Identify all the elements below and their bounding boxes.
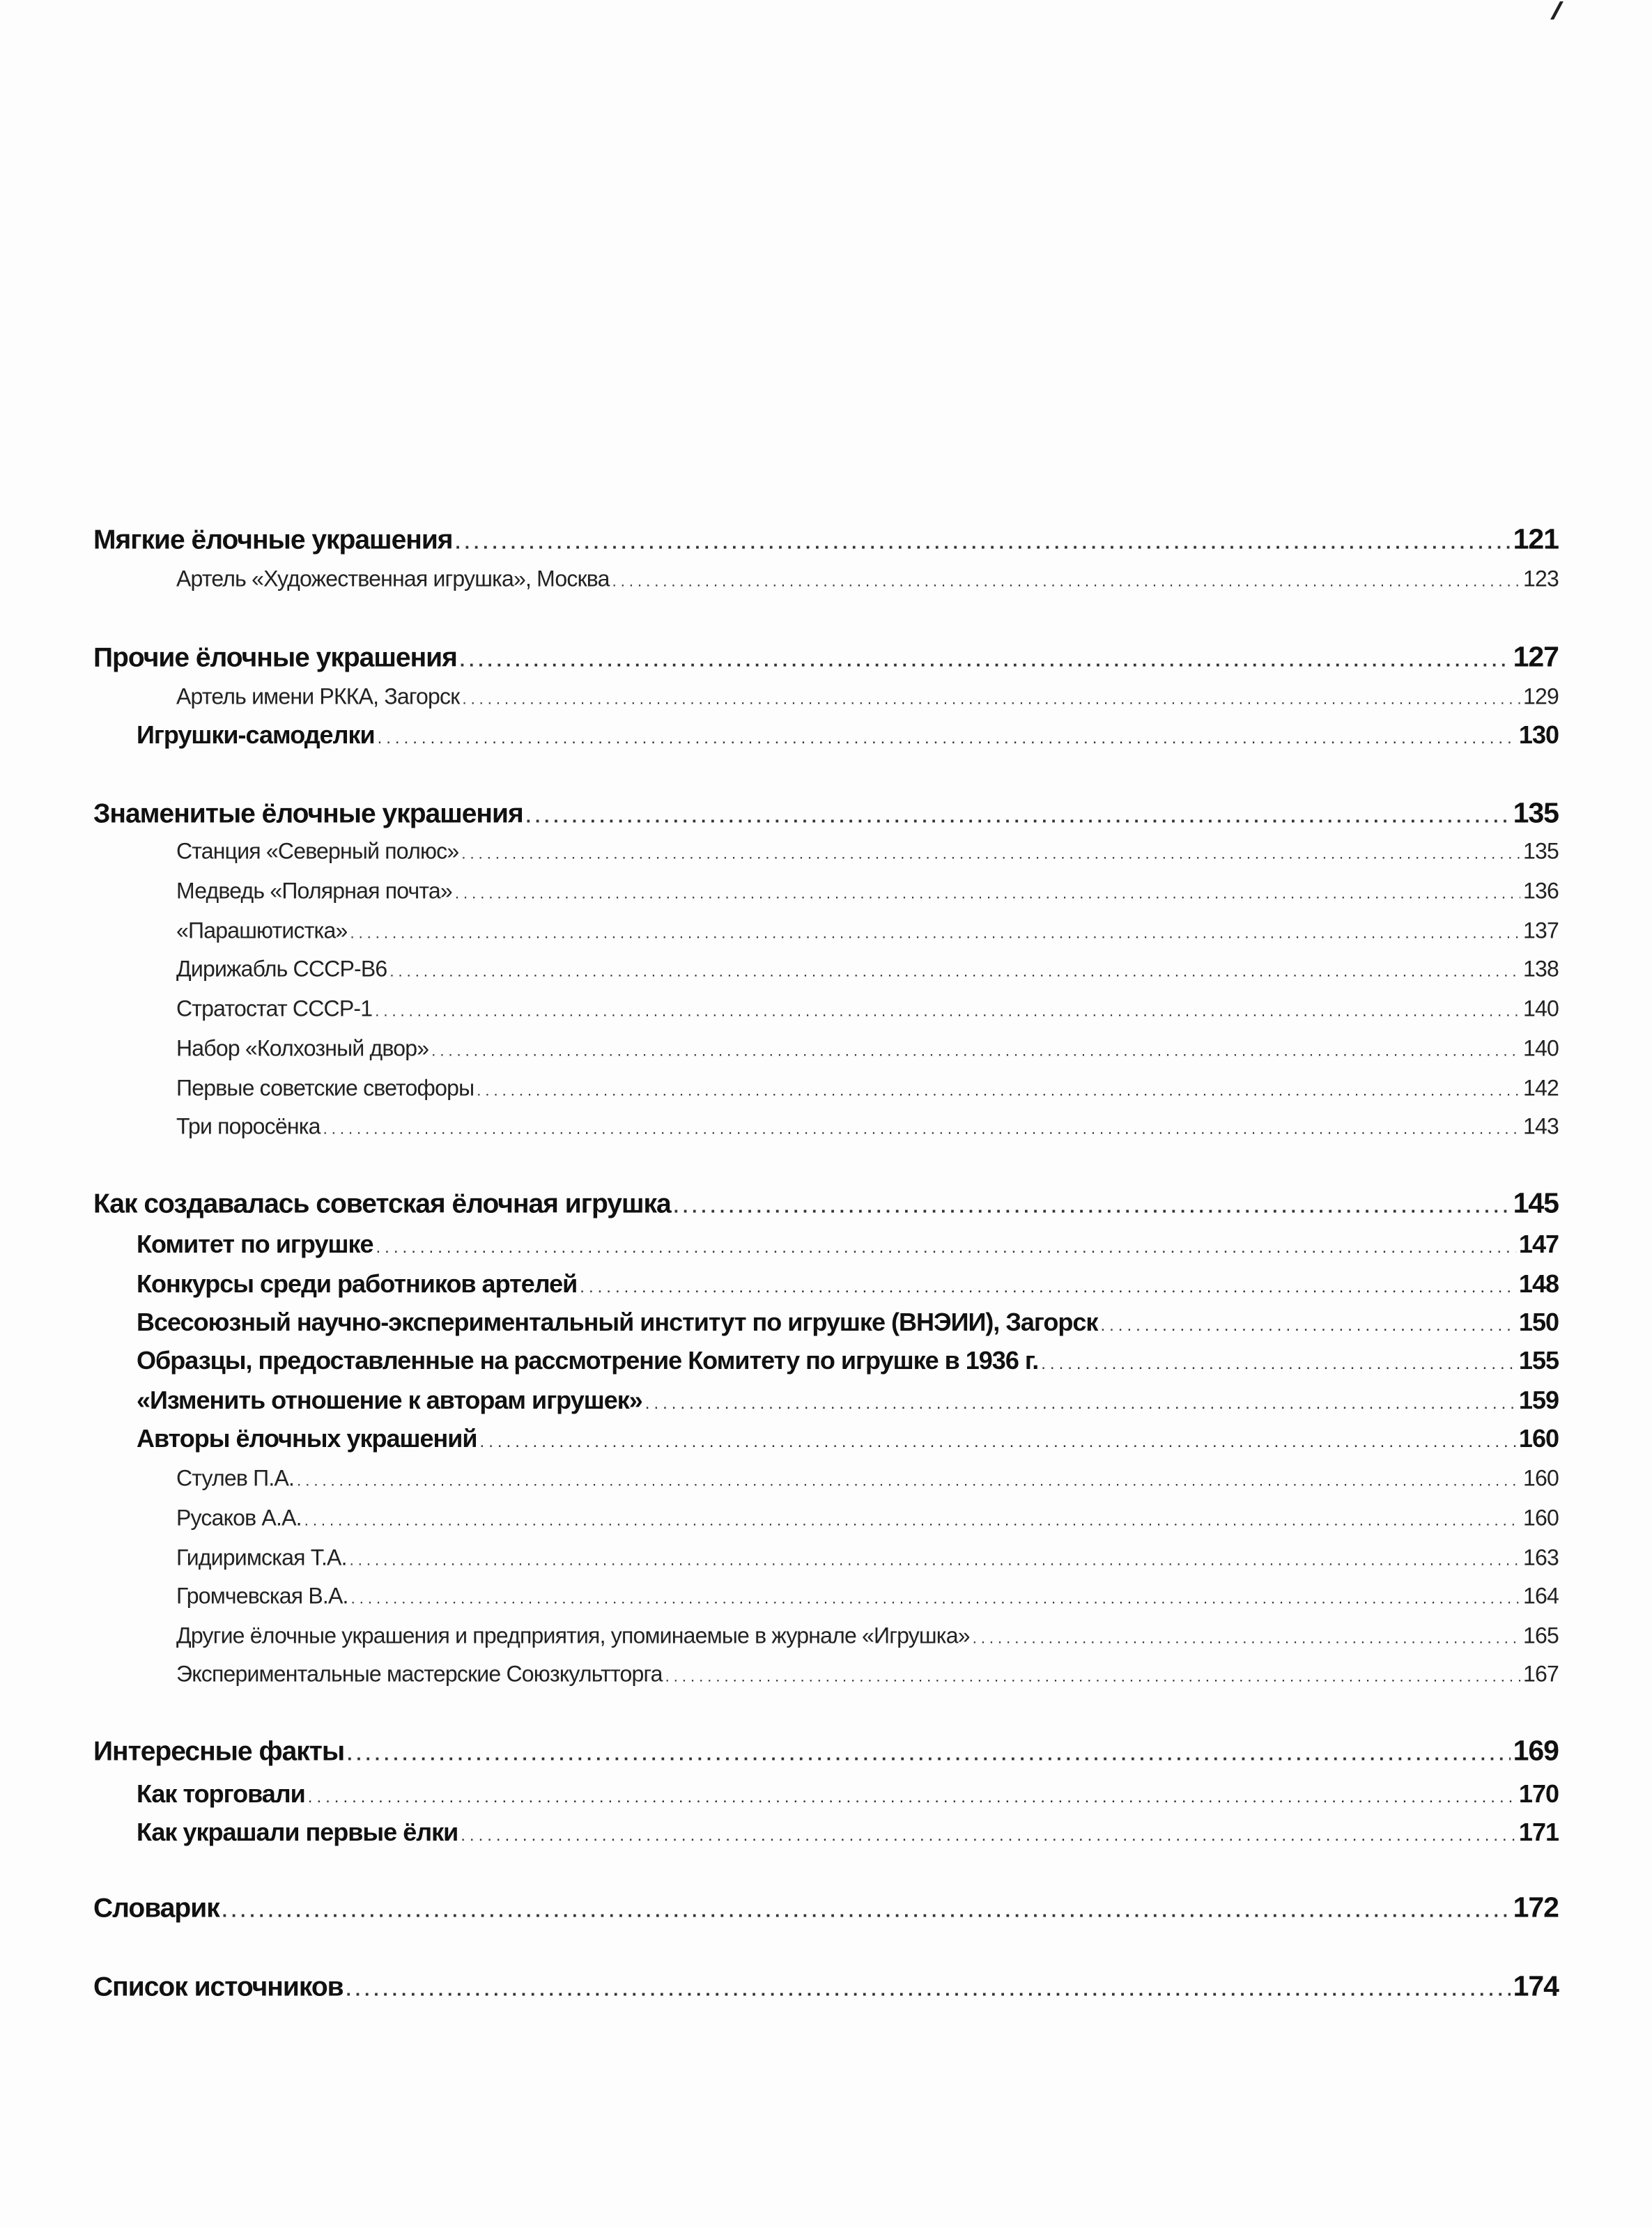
toc-entry: [93, 1187, 1559, 1220]
toc-entry: [176, 1545, 1559, 1571]
toc-entry: [176, 566, 1559, 592]
dot-leader: [351, 1590, 1520, 1608]
dot-leader: [612, 573, 1520, 591]
dot-leader: [389, 963, 1520, 981]
toc-entry-title: Как торговали: [137, 1779, 305, 1808]
toc-entry-title: Экспериментальные мастерские Союзкультторга: [176, 1661, 663, 1687]
toc-entry: [93, 523, 1559, 556]
toc-entry-page: 135: [1523, 838, 1559, 864]
toc-entry: [137, 1779, 1559, 1809]
toc-entry-title: Медведь «Полярная почта»: [176, 878, 452, 904]
toc-entry-page: 155: [1518, 1346, 1559, 1375]
toc-entry-page: 142: [1523, 1075, 1559, 1101]
toc-entry: [176, 684, 1559, 710]
toc-entry-title: Образцы, предоставленные на рассмотрение Комитету по игрушке в 1936 г.: [137, 1346, 1039, 1375]
dot-leader: [526, 806, 1511, 828]
toc-entry-title: Мягкие ёлочные украшения: [93, 525, 453, 555]
toc-entry-title: Станция «Северный полюс»: [176, 838, 459, 864]
toc-entry-page: 165: [1523, 1623, 1559, 1648]
toc-entry: [176, 1662, 1559, 1687]
toc-entry: [137, 1308, 1559, 1337]
dot-leader: [297, 1472, 1520, 1490]
toc-entry: [137, 1386, 1559, 1415]
dot-leader: [456, 532, 1511, 554]
dot-leader: [304, 1512, 1520, 1530]
toc-entry-title: «Парашютистка»: [176, 918, 348, 943]
toc-entry-title: Всесоюзный научно-экспериментальный институт по игрушке (ВНЭИИ), Загорск: [137, 1308, 1098, 1336]
toc-entry-page: 160: [1518, 1424, 1559, 1453]
toc-entry-page: 160: [1523, 1505, 1559, 1531]
toc-entry-page: 143: [1523, 1113, 1559, 1139]
dot-leader: [347, 1744, 1510, 1765]
dot-leader: [222, 1901, 1511, 1922]
page-corner-mark: [1550, 1, 1564, 20]
toc-entry: [176, 1506, 1559, 1531]
toc-entry-title: Артель «Художественная игрушка», Москва: [176, 566, 610, 591]
toc-entry-page: 159: [1518, 1386, 1559, 1414]
toc-entry-page: 171: [1518, 1818, 1559, 1846]
toc-entry-page: 135: [1513, 796, 1559, 829]
toc-entry: [176, 996, 1559, 1022]
dot-leader: [375, 1003, 1520, 1021]
toc-entry-title: Как украшали первые ёлки: [137, 1818, 458, 1846]
toc-entry-page: 174: [1513, 1970, 1559, 2002]
toc-entry-title: Список источников: [93, 1972, 343, 2002]
dot-leader: [461, 845, 1520, 863]
dot-leader: [477, 1082, 1520, 1100]
dot-leader: [1100, 1316, 1515, 1336]
toc-entry-title: Другие ёлочные украшения и предприятия, упоминаемые в журнале «Игрушка»: [176, 1623, 970, 1648]
toc-entry: [176, 839, 1559, 865]
toc-entry-page: 147: [1518, 1230, 1559, 1258]
toc-entry-page: 140: [1523, 1035, 1559, 1061]
toc-entry-page: 137: [1523, 918, 1559, 943]
toc-entry: [137, 1269, 1559, 1299]
toc-entry-title: Знаменитые ёлочные украшения: [93, 798, 523, 829]
toc-entry-title: Интересные факты: [93, 1736, 345, 1767]
toc-entry-page: 150: [1518, 1308, 1559, 1336]
dot-leader: [308, 1788, 1516, 1807]
toc-entry: [93, 1735, 1559, 1767]
toc-entry: [176, 918, 1559, 944]
toc-entry: [176, 1584, 1559, 1609]
toc-entry-title: Стратостат СССР-1: [176, 996, 373, 1021]
toc-entry-page: 160: [1523, 1465, 1559, 1491]
dot-leader: [580, 1278, 1516, 1297]
dot-leader: [665, 1668, 1520, 1686]
toc-entry-title: Словарик: [93, 1893, 219, 1924]
toc-entry: [176, 957, 1559, 982]
toc-entry: [176, 1036, 1559, 1062]
toc-entry: [137, 720, 1559, 750]
dot-leader: [462, 690, 1520, 709]
dot-leader: [674, 1196, 1511, 1218]
dot-leader: [323, 1120, 1520, 1138]
toc-entry-page: 130: [1518, 720, 1559, 749]
toc-entry-title: Громчевская В.А.: [176, 1583, 348, 1609]
toc-entry-page: 140: [1523, 996, 1559, 1021]
toc-entry-page: 167: [1523, 1661, 1559, 1687]
dot-leader: [480, 1432, 1516, 1452]
toc-entry-page: 172: [1513, 1891, 1559, 1924]
toc-entry: [176, 1623, 1559, 1649]
dot-leader: [455, 885, 1520, 903]
toc-entry-title: Дирижабль СССР-В6: [176, 956, 387, 982]
toc-entry: [176, 1114, 1559, 1140]
toc-entry-title: Игрушки-самоделки: [137, 720, 375, 749]
dot-leader: [431, 1042, 1520, 1060]
toc-entry-page: 145: [1513, 1186, 1559, 1219]
toc-entry-page: 129: [1523, 683, 1559, 709]
toc-entry-title: «Изменить отношение к авторам игрушек»: [137, 1386, 642, 1414]
toc-entry-title: Гидиримская Т.А.: [176, 1545, 347, 1570]
toc-entry-title: Артель имени РККА, Загорск: [176, 683, 460, 709]
dot-leader: [376, 1238, 1516, 1258]
toc-entry-title: Первые советские светофоры: [176, 1075, 474, 1101]
toc-entry: [176, 1076, 1559, 1101]
toc-entry-page: 127: [1513, 640, 1559, 673]
dot-leader: [645, 1394, 1516, 1414]
toc-entry-title: Конкурсы среди работников артелей: [137, 1269, 578, 1298]
toc-entry-page: 148: [1518, 1269, 1559, 1298]
toc-entry-title: Авторы ёлочных украшений: [137, 1424, 477, 1453]
toc-entry-page: 123: [1523, 566, 1559, 591]
toc-entry: [137, 1346, 1559, 1375]
toc-entry: [93, 1892, 1559, 1924]
toc-entry-title: Русаков А.А.: [176, 1505, 302, 1531]
toc-entry-page: 164: [1523, 1583, 1559, 1609]
toc-entry-title: Комитет по игрушке: [137, 1230, 373, 1258]
toc-entry: [93, 797, 1559, 830]
toc-entry: [137, 1818, 1559, 1847]
toc-entry-title: Как создавалась советская ёлочная игрушка: [93, 1189, 671, 1219]
toc-entry-title: Стулев П.А.: [176, 1465, 295, 1491]
toc-entry: [137, 1230, 1559, 1259]
toc-entry-page: 163: [1523, 1545, 1559, 1570]
toc-entry: [137, 1424, 1559, 1453]
toc-entry: [176, 879, 1559, 904]
toc-entry-title: Три поросёнка: [176, 1113, 321, 1139]
toc-entry-page: 169: [1513, 1734, 1559, 1767]
dot-leader: [350, 1552, 1520, 1570]
toc-entry-title: Прочие ёлочные украшения: [93, 642, 457, 673]
toc-entry: [176, 1466, 1559, 1492]
dot-leader: [350, 925, 1520, 943]
dot-leader: [460, 650, 1511, 672]
toc-entry-page: 138: [1523, 956, 1559, 982]
toc-entry: [93, 1970, 1559, 2003]
toc-entry: [93, 641, 1559, 674]
dot-leader: [378, 729, 1516, 748]
dot-leader: [346, 1979, 1511, 2001]
toc-entry-page: 170: [1518, 1779, 1559, 1808]
dot-leader: [1041, 1354, 1516, 1374]
toc-entry-page: 121: [1513, 523, 1559, 555]
dot-leader: [461, 1826, 1516, 1846]
dot-leader: [973, 1630, 1520, 1648]
toc-entry-title: Набор «Колхозный двор»: [176, 1035, 429, 1061]
toc-entry-page: 136: [1523, 878, 1559, 904]
